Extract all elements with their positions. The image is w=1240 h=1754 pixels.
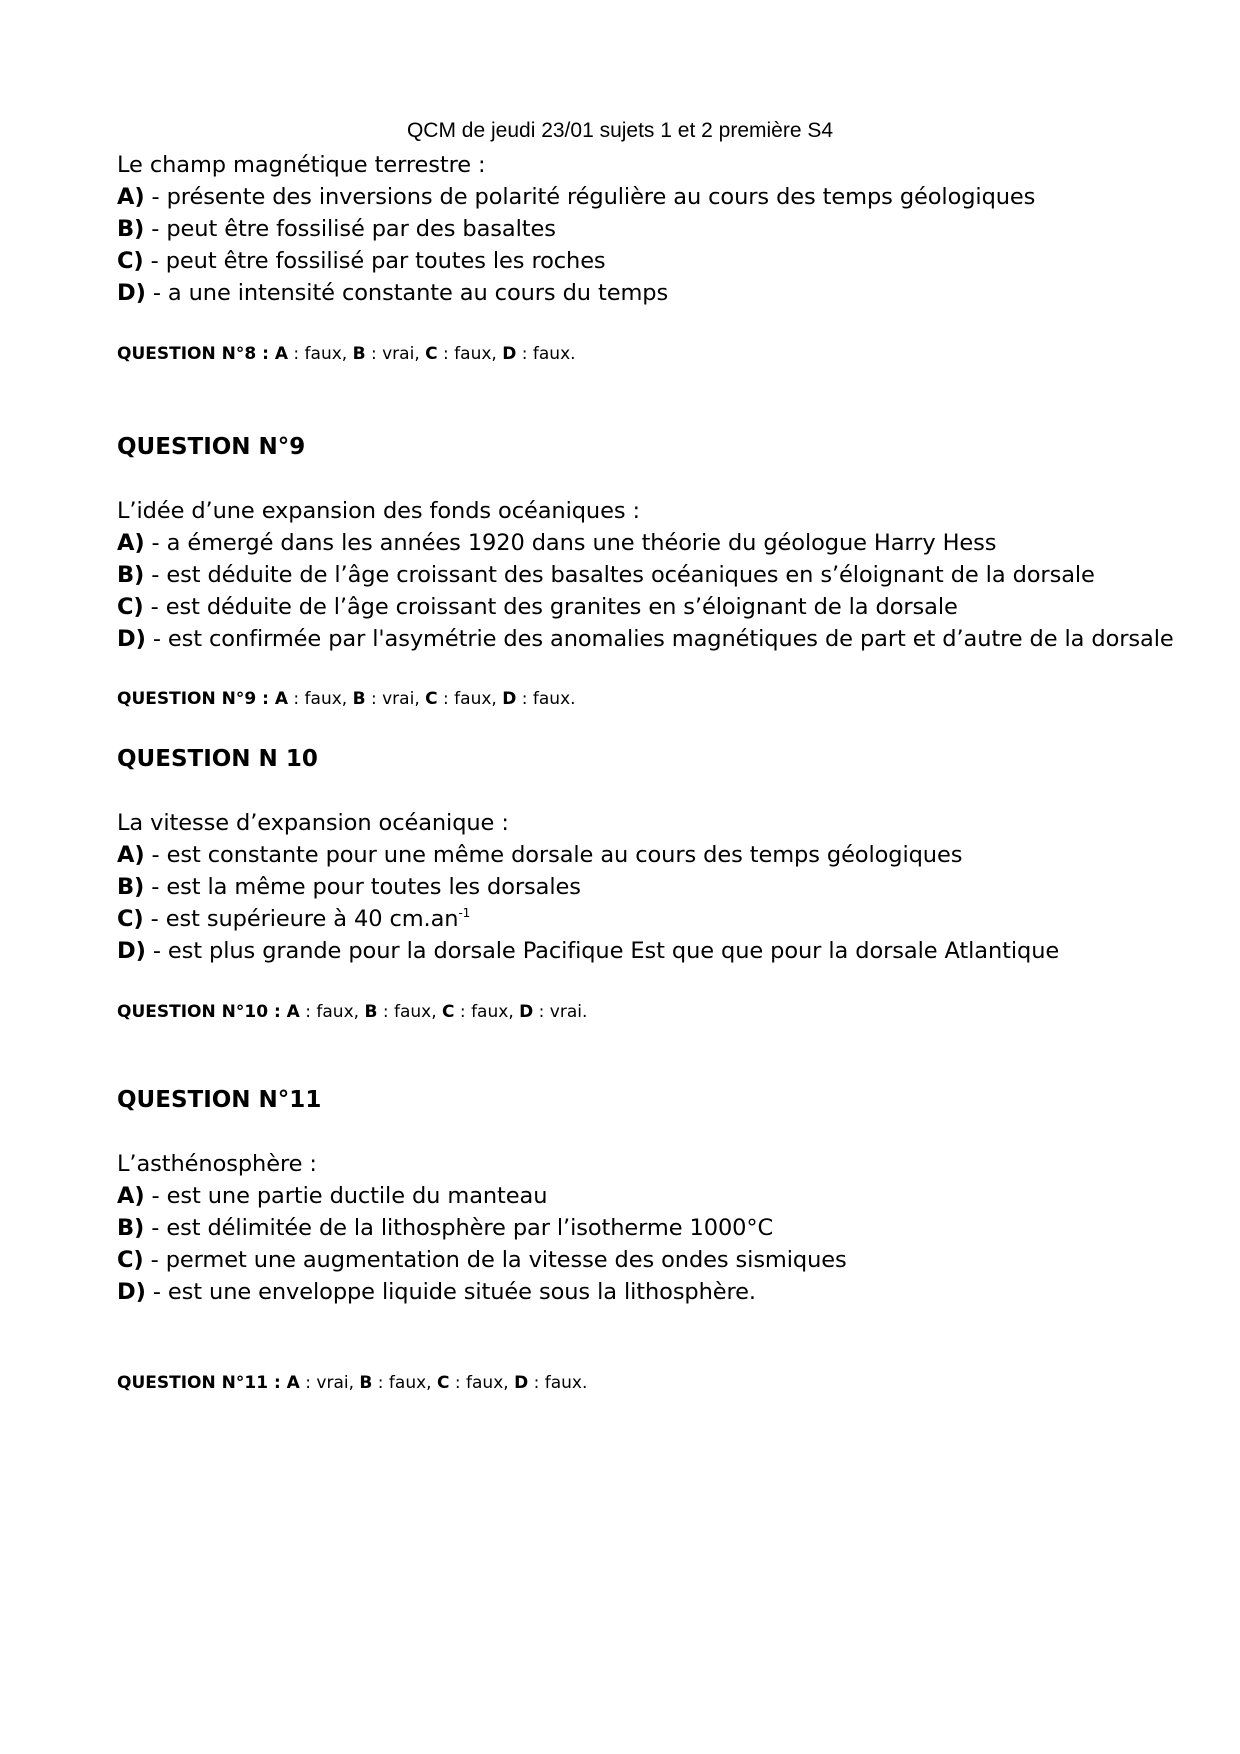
option-a [117, 840, 962, 870]
option-letter: B) [117, 216, 145, 242]
answer-value: faux [304, 689, 342, 709]
answer-letter: B [359, 1373, 373, 1393]
answer-sep: : [268, 1373, 287, 1393]
answer-key: QUESTION N°8 : A : faux, B : vrai, C : faux, D : faux. [117, 344, 576, 364]
option-text: - est délimitée de la lithosphère par l’isotherme 1000°C [144, 1215, 774, 1241]
option-a [117, 1181, 547, 1211]
answer-sep: : [268, 1002, 287, 1022]
option-b [117, 214, 556, 244]
option-letter: D) [117, 626, 146, 652]
option-c [117, 1245, 847, 1275]
option-text: - est une partie ductile du manteau [144, 1183, 548, 1209]
answer-sep: : [256, 689, 275, 709]
answer-key: QUESTION N°11 : A : vrai, B : faux, C : faux, D : faux. [117, 1373, 588, 1393]
answer-letter: B [364, 1002, 378, 1022]
option-text: - est supérieure à 40 cm.an [143, 906, 459, 932]
option-letter: C) [117, 248, 144, 274]
answer-letter: C [425, 689, 438, 709]
option-letter: D) [117, 280, 146, 306]
answer-letter: C [442, 1002, 455, 1022]
option-letter: C) [117, 1247, 144, 1273]
option-text: - a émergé dans les années 1920 dans une théorie du géologue Harry Hess [144, 530, 997, 556]
answer-value: faux [454, 689, 492, 709]
option-b [117, 560, 1095, 590]
option-text: - présente des inversions de polarité régulière au cours des temps géologiques [144, 184, 1036, 210]
option-a [117, 528, 996, 558]
option-d [117, 624, 1174, 654]
answer-value: vrai [316, 1373, 349, 1393]
option-letter: B) [117, 562, 145, 588]
option-letter: A) [117, 1183, 145, 1209]
option-text: - est constante pour une même dorsale au cours des temps géologiques [144, 842, 963, 868]
question-heading: QUESTION N 10 [117, 746, 318, 772]
option-d [117, 936, 1059, 966]
answer-label: QUESTION N°8 [117, 344, 257, 364]
answer-letter: D [502, 689, 517, 709]
option-a [117, 182, 1035, 212]
answer-value: faux [316, 1002, 354, 1022]
option-letter: B) [117, 1215, 145, 1241]
answer-letter: D [502, 344, 517, 364]
option-c [117, 592, 958, 622]
option-text: - est une enveloppe liquide située sous la lithosphère. [145, 1279, 756, 1305]
option-text: - a une intensité constante au cours du temps [145, 280, 669, 306]
question-stem: L’idée d’une expansion des fonds océaniques : [117, 498, 640, 524]
option-text: - peut être fossilisé par toutes les roches [143, 248, 606, 274]
question-stem: La vitesse d’expansion océanique : [117, 810, 509, 836]
answer-letter: A [274, 344, 288, 364]
option-letter: D) [117, 1279, 146, 1305]
answer-letter: B [352, 689, 366, 709]
answer-letter: D [514, 1373, 529, 1393]
answer-value: faux. [532, 689, 576, 709]
answer-value: vrai [382, 344, 415, 364]
answer-value: faux [393, 1002, 432, 1022]
answer-value: faux [471, 1002, 509, 1022]
answer-letter: D [519, 1002, 534, 1022]
option-letter: A) [117, 842, 145, 868]
option-letter: C) [117, 594, 144, 620]
option-c [117, 904, 470, 934]
answer-key: QUESTION N°10 : A : faux, B : faux, C : faux, D : vrai. [117, 1002, 588, 1022]
option-b [117, 872, 581, 902]
option-text: - est la même pour toutes les dorsales [144, 874, 581, 900]
answer-value: faux. [532, 344, 576, 364]
superscript: -1 [458, 906, 471, 920]
answer-value: vrai [382, 689, 415, 709]
option-letter: B) [117, 874, 145, 900]
option-text: - est déduite de l’âge croissant des granites en s’éloignant de la dorsale [143, 594, 958, 620]
option-letter: A) [117, 184, 145, 210]
answer-sep: : [256, 344, 275, 364]
answer-letter: A [274, 689, 288, 709]
option-d [117, 1277, 756, 1307]
answer-value: faux [388, 1373, 427, 1393]
answer-value: faux [466, 1373, 504, 1393]
option-d [117, 278, 668, 308]
answer-value: faux [304, 344, 342, 364]
option-text: - est déduite de l’âge croissant des basaltes océaniques en s’éloignant de la dorsale [144, 562, 1095, 588]
answer-label: QUESTION N°11 [117, 1373, 269, 1393]
option-letter: A) [117, 530, 145, 556]
answer-letter: C [436, 1373, 450, 1393]
answer-letter: C [425, 344, 438, 364]
option-c [117, 246, 606, 276]
question-stem: Le champ magnétique terrestre : [117, 152, 486, 178]
option-text: - peut être fossilisé par des basaltes [144, 216, 556, 242]
option-letter: D) [117, 938, 146, 964]
question-heading: QUESTION N°9 [117, 434, 306, 460]
answer-value: faux [454, 344, 492, 364]
option-text: - permet une augmentation de la vitesse des ondes sismiques [143, 1247, 847, 1273]
answer-letter: A [286, 1002, 300, 1022]
option-text: - est confirmée par l'asymétrie des anomalies magnétiques de part et d’autre de la dorsale [145, 626, 1174, 652]
option-letter: C) [117, 906, 144, 932]
answer-value: vrai. [549, 1002, 588, 1022]
answer-label: QUESTION N°10 [117, 1002, 269, 1022]
question-heading: QUESTION N°11 [117, 1087, 322, 1113]
question-stem: L’asthénosphère : [117, 1151, 317, 1177]
document-title: QCM de jeudi 23/01 sujets 1 et 2 première S4 [406, 119, 834, 142]
answer-key: QUESTION N°9 : A : faux, B : vrai, C : faux, D : faux. [117, 689, 576, 709]
answer-value: faux. [544, 1373, 588, 1393]
answer-letter: A [286, 1373, 300, 1393]
option-text: - est plus grande pour la dorsale Pacifique Est que que pour la dorsale Atlantique [145, 938, 1060, 964]
answer-label: QUESTION N°9 [117, 689, 257, 709]
answer-letter: B [352, 344, 366, 364]
option-b [117, 1213, 773, 1243]
